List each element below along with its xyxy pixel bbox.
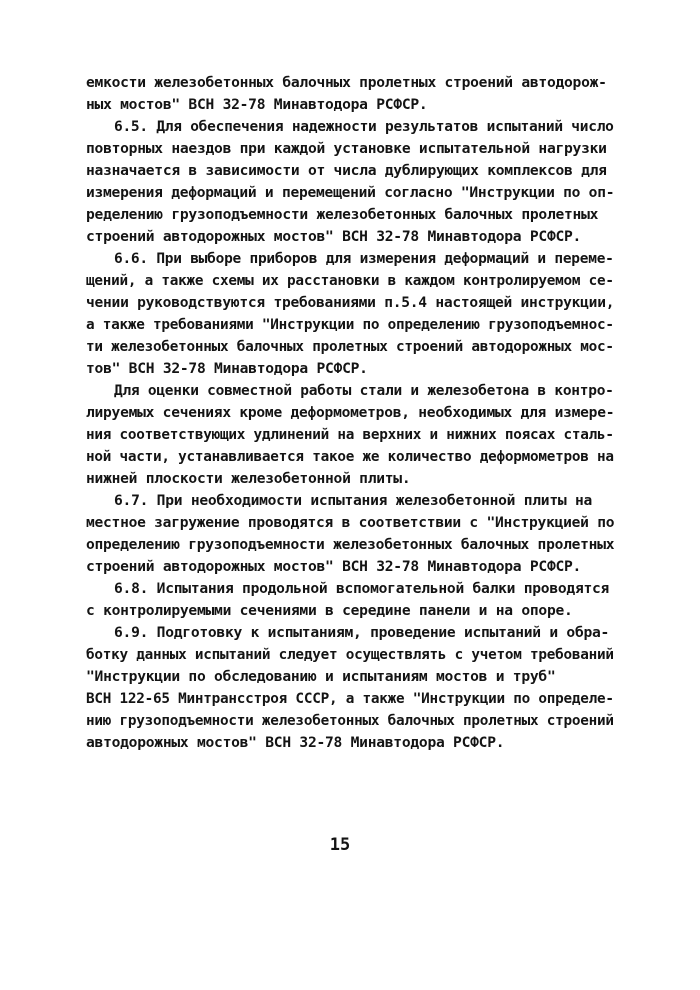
paragraph-first-line: Для оценки совместной работы стали и железобетона в контро- xyxy=(114,382,614,399)
text-line: автодорожных мостов" ВСН 32-78 Минавтодора РСФСР. xyxy=(86,734,505,751)
text-line: назначается в зависимости от числа дублирующих комплексов для xyxy=(86,162,607,179)
section-6-5-heading-line: 6.5. Для обеспечения надежности результатов испытаний число xyxy=(114,118,614,135)
text-line: ных мостов" ВСН 32-78 Минавтодора РСФСР. xyxy=(86,96,428,113)
text-line: "Инструкции по обследованию и испытаниям мостов и труб" xyxy=(86,668,556,685)
text-line: местное загружение проводятся в соответствии с "Инструкцией по xyxy=(86,514,615,531)
page-number: 15 xyxy=(329,835,351,855)
text-line: ределению грузоподъемности железобетонных балочных пролетных xyxy=(86,206,599,223)
text-line: щений, а также схемы их расстановки в каждом контролируемом се- xyxy=(86,272,614,289)
text-line: определению грузоподъемности железобетонных балочных пролетных xyxy=(86,536,615,553)
text-line: ти железобетонных балочных пролетных строений автодорожных мос- xyxy=(86,338,614,355)
text-line: а также требованиями "Инструкции по определению грузоподъемнос- xyxy=(86,316,614,333)
text-line: ботку данных испытаний следует осуществлять с учетом требований xyxy=(86,646,614,663)
text-line: строений автодорожных мостов" ВСН 32-78 Минавтодора РСФСР. xyxy=(86,558,582,575)
text-line: нижней плоскости железобетонной плиты. xyxy=(86,470,411,487)
text-line: лируемых сечениях кроме деформометров, необходимых для измере- xyxy=(86,404,615,421)
text-line: повторных наездов при каждой установке испытательной нагрузки xyxy=(86,140,607,157)
text-line: ВСН 122-65 Минтрансстроя СССР, а также "Инструкции по определе- xyxy=(86,690,614,707)
text-line: измерения деформаций и перемещений согласно "Инструкции по оп- xyxy=(86,184,615,201)
section-6-7-heading-line: 6.7. При необходимости испытания железобетонной плиты на xyxy=(114,492,593,509)
text-line: нию грузоподъемности железобетонных балочных пролетных строений xyxy=(86,712,614,729)
section-6-6-heading-line: 6.6. При выборе приборов для измерения деформаций и переме- xyxy=(114,250,614,267)
text-line: чении руководствуются требованиями п.5.4 настоящей инструкции, xyxy=(86,294,615,311)
section-6-8-heading-line: 6.8. Испытания продольной вспомогательной балки проводятся xyxy=(114,580,610,597)
text-line: емкости железобетонных балочных пролетных строений автодорож- xyxy=(86,74,607,91)
text-line: ной части, устанавливается такое же количество деформометров на xyxy=(86,448,614,465)
text-line: тов" ВСН 32-78 Минавтодора РСФСР. xyxy=(86,360,368,377)
text-line: с контролируемыми сечениями в середине панели и на опоре. xyxy=(86,602,573,619)
text-line: строений автодорожных мостов" ВСН 32-78 Минавтодора РСФСР. xyxy=(86,228,582,245)
text-line: ния соответствующих удлинений на верхних и нижних поясах сталь- xyxy=(86,426,614,443)
section-6-9-heading-line: 6.9. Подготовку к испытаниям, проведение испытаний и обра- xyxy=(114,624,610,641)
